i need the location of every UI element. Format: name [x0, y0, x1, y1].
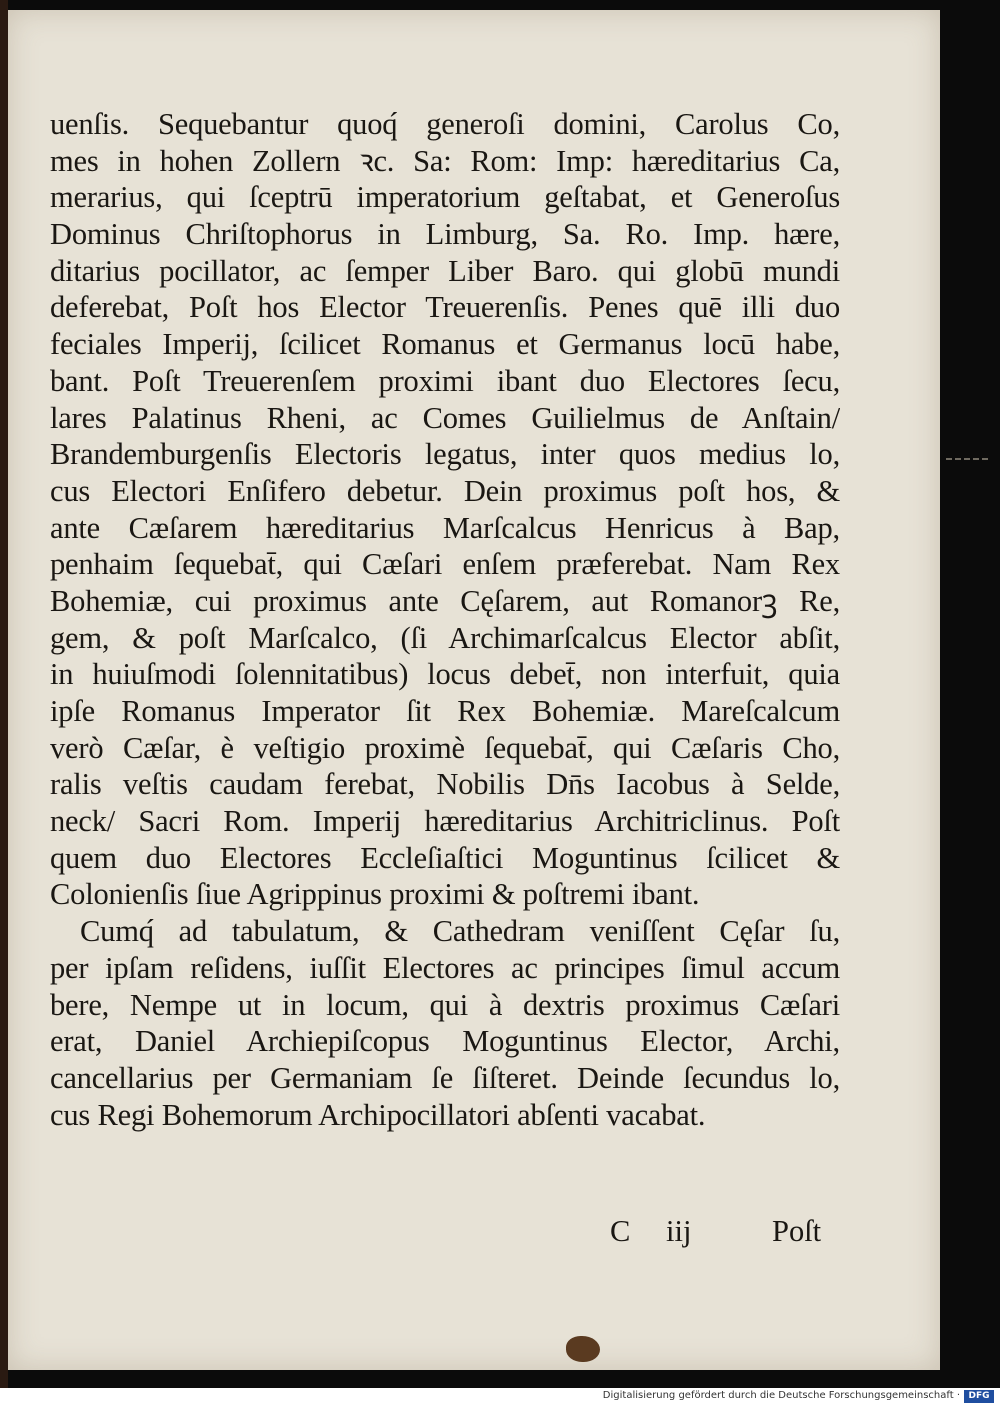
text-line: penhaim ſequebat̄, qui Cæſari enſem præferebat. Nam Rex	[50, 547, 840, 582]
credit-bar	[0, 1388, 1000, 1406]
page-text	[50, 106, 840, 1133]
text-line: mes in hohen Zollern ꝛc. Sa: Rom: Imp: hæreditarius Ca,	[50, 143, 840, 178]
credit-text: Digitalisierung gefördert durch die Deutsche Forschungsgemeinschaft ·	[602, 1390, 960, 1401]
dfg-logo-icon: DFG	[964, 1390, 994, 1403]
paper-damage-mark	[566, 1336, 600, 1362]
signature-mark: C	[610, 1214, 631, 1248]
catchword: Poſt	[772, 1214, 822, 1248]
text-line: quem duo Electores Eccleſiaſtici Moguntinus ſcilicet &	[50, 840, 840, 875]
text-line: neck/ Sacri Rom. Imperij hæreditarius Architriclinus. Poſt	[50, 804, 840, 839]
signature-number: iij	[666, 1214, 692, 1248]
text-line: Colonienſis ſiue Agrippinus proximi & poſtremi ibant.	[50, 877, 700, 912]
text-line: Bohemiæ, cui proximus ante Cęſarem, aut Romanorꝫ Re,	[50, 583, 840, 618]
text-line: cancellarius per Germaniam ſe ſiſteret. Deinde ſecundus lo,	[50, 1060, 840, 1095]
text-line: ante Cæſarem hæreditarius Marſcalcus Henricus à Bap,	[50, 510, 840, 545]
text-line: merarius, qui ſceptrū imperatorium geſtabat, et Generoſus	[50, 180, 840, 215]
text-line: in huiuſmodi ſolennitatibus) locus debet̄, non interfuit, quia	[50, 657, 840, 692]
text-line: cus Electori Enſifero debetur. Dein proximus poſt hos, &	[50, 473, 840, 508]
text-line: feciales Imperij, ſcilicet Romanus et Germanus locū habe,	[50, 327, 840, 362]
text-line: ralis veſtis caudam ferebat, Nobilis Dn̄s Iacobus à Selde,	[50, 767, 840, 802]
text-line: gem, & poſt Marſcalco, (ſi Archimarſcalcus Elector abſit,	[50, 620, 840, 655]
text-line: erat, Daniel Archiepiſcopus Moguntinus Elector, Archi,	[50, 1024, 840, 1059]
book-spine	[0, 0, 8, 1388]
text-line: per ipſam reſidens, iuſſit Electores ac principes ſimul accum	[50, 950, 840, 985]
text-line: Dominus Chriſtophorus in Limburg, Sa. Ro. Imp. hære,	[50, 217, 840, 252]
text-line: cus Regi Bohemorum Archipocillatori abſenti vacabat.	[50, 1097, 706, 1132]
text-line: deferebat, Poſt hos Elector Treuerenſis. Penes quē illi duo	[50, 290, 840, 325]
text-line: uenſis. Sequebantur quoq́ generoſi domini, Carolus Co,	[50, 107, 840, 141]
scan-edge-marker	[946, 458, 988, 472]
text-line: lares Palatinus Rheni, ac Comes Guilielmus de Anſtain/	[50, 400, 840, 435]
text-line: ditarius pocillator, ac ſemper Liber Baro. qui globū mundi	[50, 253, 840, 288]
text-line: bere, Nempe ut in locum, qui à dextris proximus Cæſari	[50, 987, 840, 1022]
text-line: Brandemburgenſis Electoris legatus, inter quos medius lo,	[50, 437, 840, 472]
text-line: verò Cæſar, è veſtigio proximè ſequebat̄, qui Cæſaris Cho,	[50, 730, 840, 765]
text-line: ipſe Romanus Imperator ſit Rex Bohemiæ. Mareſcalcum	[50, 694, 840, 728]
text-line: bant. Poſt Treuerenſem proximi ibant duo Electores ſecu,	[50, 363, 840, 398]
text-line: Cumq́ ad tabulatum, & Cathedram veniſſent Cęſar ſu,	[80, 914, 840, 949]
